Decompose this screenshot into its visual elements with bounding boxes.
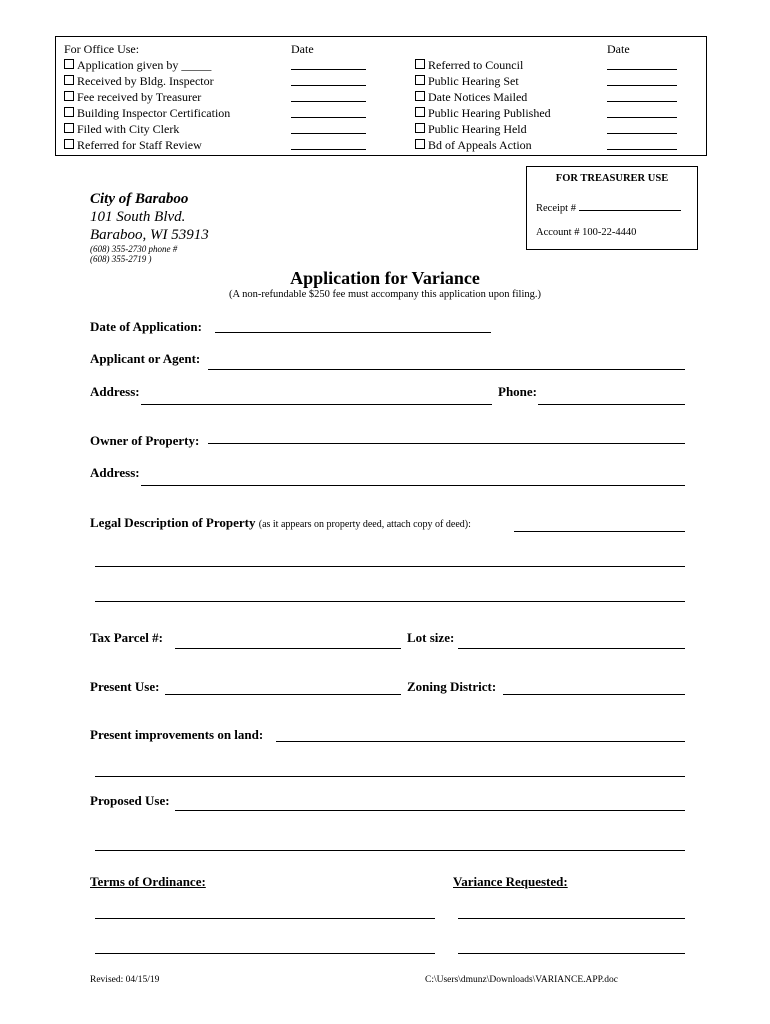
- checkbox[interactable]: [64, 75, 74, 85]
- address-label: Address:: [90, 384, 140, 399]
- treasurer-box: [526, 166, 698, 250]
- office-item: Application given by _____: [64, 57, 230, 73]
- city-street: 101 South Blvd.: [90, 209, 186, 225]
- office-use-date-column-right: [607, 41, 677, 153]
- city-phone: (608) 355-2730 phone #: [90, 244, 178, 254]
- proposed-use-field[interactable]: [175, 810, 685, 811]
- present-improvements-label: Present improvements on land:: [90, 727, 264, 742]
- phone-label: Phone:: [498, 384, 537, 399]
- city-address: [90, 190, 209, 264]
- office-use-date-column-left: [291, 41, 366, 153]
- date-field[interactable]: [607, 137, 677, 153]
- owner-label: Owner of Property:: [90, 433, 200, 448]
- office-item: Filed with City Clerk: [64, 121, 230, 137]
- date-field[interactable]: [607, 73, 677, 89]
- terms-of-ordinance-label: Terms of Ordinance:: [90, 874, 206, 889]
- receipt-field[interactable]: [579, 201, 681, 211]
- office-item: Date Notices Mailed: [415, 89, 551, 105]
- office-item: Bd of Appeals Action: [415, 137, 551, 153]
- legal-description-line-3[interactable]: [95, 601, 685, 602]
- owner-address-field[interactable]: [141, 485, 685, 486]
- address-field[interactable]: [141, 404, 492, 405]
- office-item: Fee received by Treasurer: [64, 89, 230, 105]
- receipt-row: [536, 201, 681, 214]
- lot-size-field[interactable]: [458, 648, 685, 649]
- checkbox[interactable]: [415, 91, 425, 101]
- checkbox[interactable]: [64, 59, 74, 69]
- variance-requested-label: Variance Requested:: [453, 874, 568, 889]
- zoning-district-field[interactable]: [503, 694, 685, 695]
- terms-of-ordinance-line-2[interactable]: [95, 953, 435, 954]
- date-field[interactable]: [291, 105, 366, 121]
- office-item: Public Hearing Published: [415, 105, 551, 121]
- office-item: Public Hearing Held: [415, 121, 551, 137]
- city-state-zip: Baraboo, WI 53913: [90, 227, 209, 243]
- form-title: Application for Variance: [290, 268, 480, 288]
- account-number: Account # 100-22-4440: [536, 227, 637, 238]
- date-field[interactable]: [607, 89, 677, 105]
- treasurer-title: FOR TREASURER USE: [555, 173, 669, 184]
- checkbox[interactable]: [415, 107, 425, 117]
- form-subtitle: (A non-refundable $250 fee must accompany this application upon filing.): [228, 289, 541, 300]
- applicant-label: Applicant or Agent:: [90, 351, 201, 366]
- office-use-box: [55, 36, 707, 156]
- date-field[interactable]: [291, 89, 366, 105]
- checkbox[interactable]: [415, 75, 425, 85]
- date-field[interactable]: [607, 57, 677, 73]
- present-improvements-line-2[interactable]: [95, 776, 685, 777]
- revised-date: Revised: 04/15/19: [90, 975, 160, 985]
- legal-description-label: Legal Description of Property (as it appears on property deed, attach copy of deed):: [90, 515, 471, 530]
- legal-description-field[interactable]: [514, 531, 685, 532]
- receipt-label: Receipt #: [536, 203, 576, 214]
- city-fax: (608) 355-2719 ): [90, 254, 152, 264]
- office-item: Building Inspector Certification: [64, 105, 230, 121]
- checkbox[interactable]: [64, 123, 74, 133]
- city-name: City of Baraboo: [90, 191, 189, 207]
- date-field[interactable]: [607, 105, 677, 121]
- date-of-application-label: Date of Application:: [90, 319, 202, 334]
- date-field[interactable]: [291, 137, 366, 153]
- proposed-use-label: Proposed Use:: [90, 793, 170, 808]
- checkbox[interactable]: [415, 123, 425, 133]
- owner-field[interactable]: [208, 443, 685, 444]
- office-item: Public Hearing Set: [415, 73, 551, 89]
- legal-description-line-2[interactable]: [95, 566, 685, 567]
- variance-requested-line-1[interactable]: [458, 918, 685, 919]
- lot-size-label: Lot size:: [407, 630, 455, 645]
- date-field[interactable]: [291, 121, 366, 137]
- owner-address-label: Address:: [90, 465, 140, 480]
- date-heading: Date: [291, 42, 314, 56]
- office-use-left-column: [64, 41, 230, 153]
- date-field[interactable]: [291, 73, 366, 89]
- office-use-heading: For Office Use:: [64, 42, 140, 56]
- legal-description-note: (as it appears on property deed, attach copy of deed):: [258, 519, 471, 530]
- present-improvements-field[interactable]: [276, 741, 685, 742]
- present-use-field[interactable]: [165, 694, 401, 695]
- applicant-field[interactable]: [208, 369, 685, 370]
- office-item: Referred for Staff Review: [64, 137, 230, 153]
- terms-of-ordinance-line-1[interactable]: [95, 918, 435, 919]
- checkbox[interactable]: [64, 91, 74, 101]
- tax-parcel-field[interactable]: [175, 648, 401, 649]
- tax-parcel-label: Tax Parcel #:: [90, 630, 163, 645]
- present-use-label: Present Use:: [90, 679, 160, 694]
- office-use-right-column: [415, 57, 551, 153]
- office-item: Referred to Council: [415, 57, 551, 73]
- date-heading: Date: [607, 42, 630, 56]
- checkbox[interactable]: [415, 59, 425, 69]
- variance-requested-line-2[interactable]: [458, 953, 685, 954]
- zoning-district-label: Zoning District:: [407, 679, 497, 694]
- checkbox[interactable]: [64, 139, 74, 149]
- date-field[interactable]: [291, 57, 366, 73]
- file-path: C:\Users\dmunz\Downloads\VARIANCE.APP.doc: [425, 975, 618, 985]
- checkbox[interactable]: [415, 139, 425, 149]
- checkbox[interactable]: [64, 107, 74, 117]
- phone-field[interactable]: [538, 404, 685, 405]
- proposed-use-line-2[interactable]: [95, 850, 685, 851]
- date-of-application-field[interactable]: [215, 332, 491, 333]
- office-item: Received by Bldg. Inspector: [64, 73, 230, 89]
- date-field[interactable]: [607, 121, 677, 137]
